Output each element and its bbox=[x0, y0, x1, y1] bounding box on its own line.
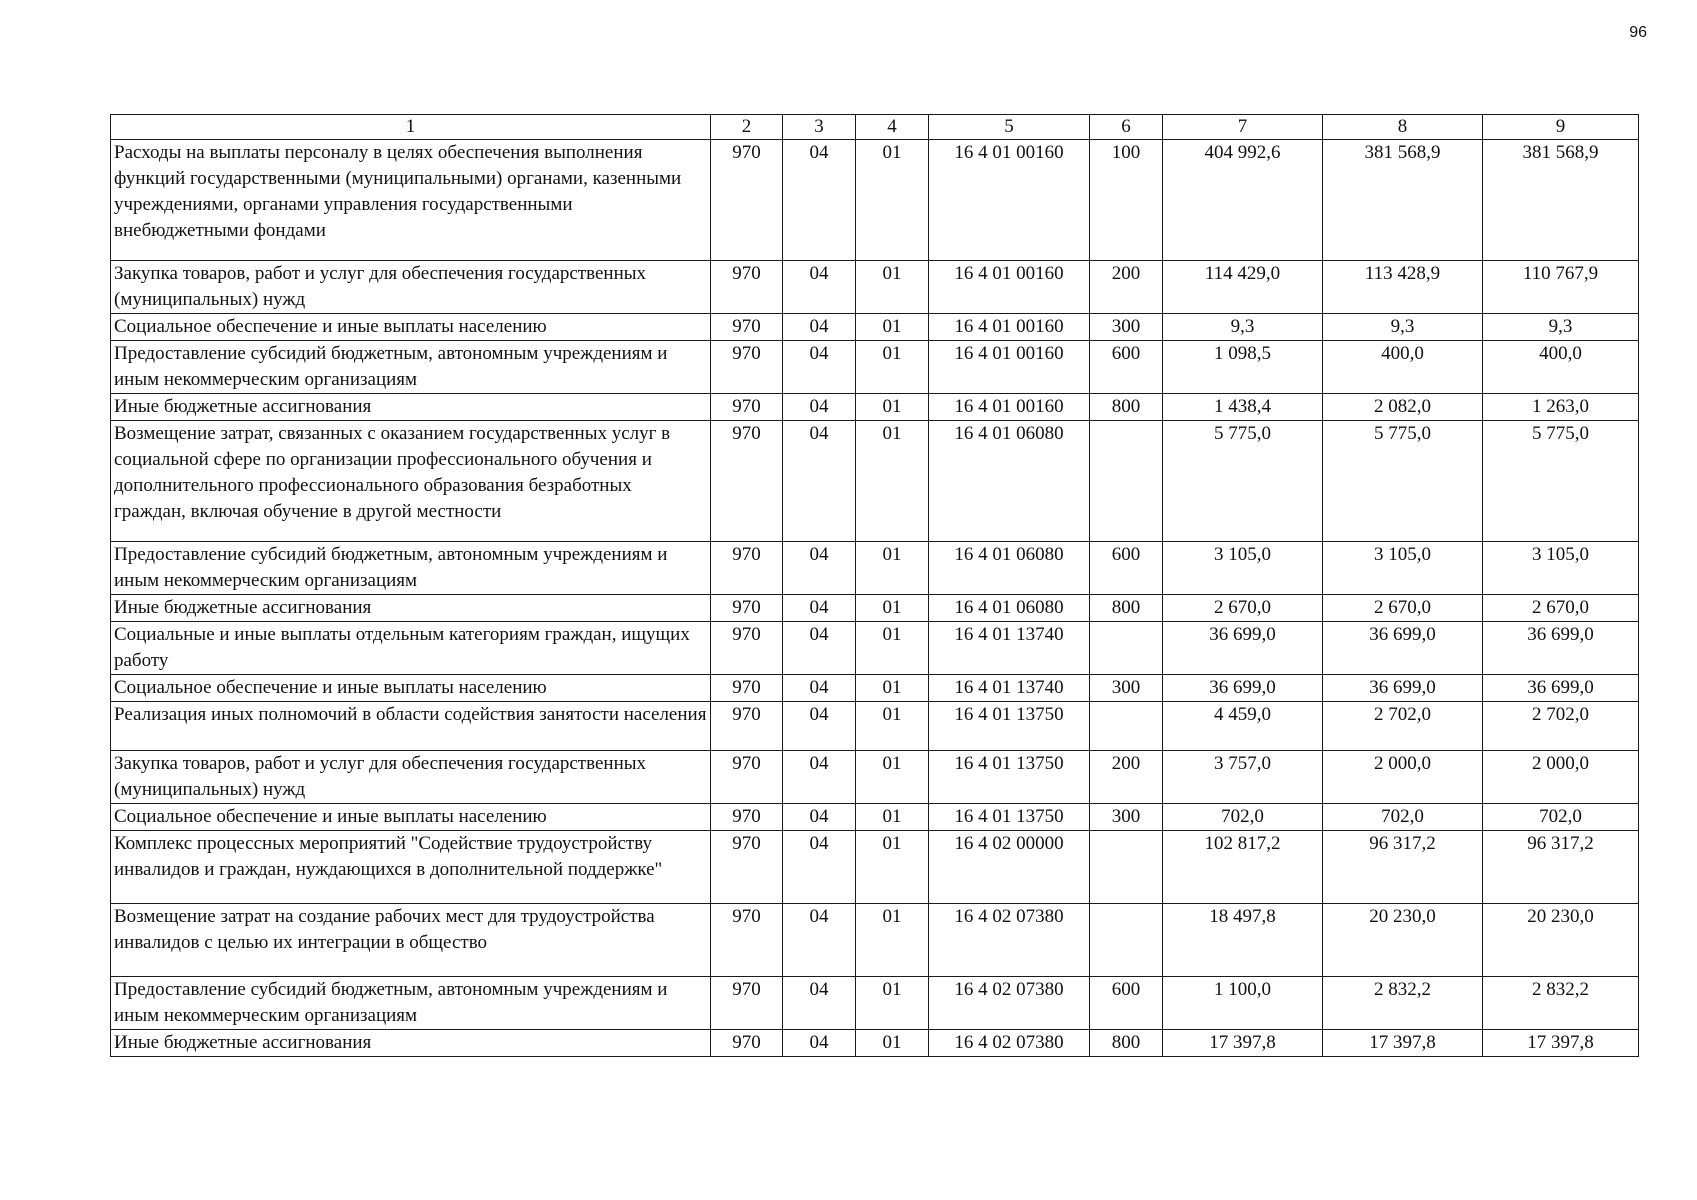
target-article-cell: 16 4 01 13740 bbox=[929, 622, 1090, 675]
subsection-code-cell: 01 bbox=[856, 140, 929, 261]
amount-year-2-cell: 20 230,0 bbox=[1323, 904, 1483, 977]
column-header-6: 6 bbox=[1090, 115, 1163, 140]
item-name-cell: Иные бюджетные ассигнования bbox=[111, 394, 711, 421]
amount-year-3-cell: 20 230,0 bbox=[1483, 904, 1639, 977]
target-article-cell: 16 4 02 07380 bbox=[929, 1030, 1090, 1057]
section-code-cell: 04 bbox=[783, 595, 856, 622]
ministry-code-cell: 970 bbox=[711, 341, 783, 394]
table-row bbox=[111, 341, 1639, 394]
amount-year-1-cell: 17 397,8 bbox=[1163, 1030, 1323, 1057]
column-header-7: 7 bbox=[1163, 115, 1323, 140]
section-code-cell: 04 bbox=[783, 977, 856, 1030]
amount-year-2-cell: 381 568,9 bbox=[1323, 140, 1483, 261]
table-row bbox=[111, 904, 1639, 977]
ministry-code-cell: 970 bbox=[711, 622, 783, 675]
target-article-cell: 16 4 01 00160 bbox=[929, 261, 1090, 314]
section-code-cell: 04 bbox=[783, 804, 856, 831]
header-row bbox=[111, 115, 1639, 140]
amount-year-1-cell: 114 429,0 bbox=[1163, 261, 1323, 314]
amount-year-1-cell: 1 438,4 bbox=[1163, 394, 1323, 421]
expense-type-cell: 300 bbox=[1090, 675, 1163, 702]
column-header-8: 8 bbox=[1323, 115, 1483, 140]
amount-year-3-cell: 702,0 bbox=[1483, 804, 1639, 831]
column-header-4: 4 bbox=[856, 115, 929, 140]
target-article-cell: 16 4 01 00160 bbox=[929, 314, 1090, 341]
column-header-2: 2 bbox=[711, 115, 783, 140]
subsection-code-cell: 01 bbox=[856, 595, 929, 622]
budget-table bbox=[110, 114, 1639, 1057]
amount-year-2-cell: 3 105,0 bbox=[1323, 542, 1483, 595]
amount-year-1-cell: 9,3 bbox=[1163, 314, 1323, 341]
ministry-code-cell: 970 bbox=[711, 904, 783, 977]
expense-type-cell: 300 bbox=[1090, 314, 1163, 341]
amount-year-3-cell: 5 775,0 bbox=[1483, 421, 1639, 542]
ministry-code-cell: 970 bbox=[711, 140, 783, 261]
section-code-cell: 04 bbox=[783, 831, 856, 904]
subsection-code-cell: 01 bbox=[856, 977, 929, 1030]
ministry-code-cell: 970 bbox=[711, 314, 783, 341]
subsection-code-cell: 01 bbox=[856, 702, 929, 751]
amount-year-1-cell: 2 670,0 bbox=[1163, 595, 1323, 622]
target-article-cell: 16 4 02 07380 bbox=[929, 904, 1090, 977]
subsection-code-cell: 01 bbox=[856, 314, 929, 341]
section-code-cell: 04 bbox=[783, 341, 856, 394]
item-name-cell: Иные бюджетные ассигнования bbox=[111, 1030, 711, 1057]
amount-year-3-cell: 2 670,0 bbox=[1483, 595, 1639, 622]
subsection-code-cell: 01 bbox=[856, 675, 929, 702]
item-name-cell: Социальное обеспечение и иные выплаты населению bbox=[111, 675, 711, 702]
section-code-cell: 04 bbox=[783, 1030, 856, 1057]
amount-year-2-cell: 2 000,0 bbox=[1323, 751, 1483, 804]
ministry-code-cell: 970 bbox=[711, 977, 783, 1030]
target-article-cell: 16 4 01 13740 bbox=[929, 675, 1090, 702]
expense-type-cell: 600 bbox=[1090, 977, 1163, 1030]
target-article-cell: 16 4 01 13750 bbox=[929, 804, 1090, 831]
target-article-cell: 16 4 01 06080 bbox=[929, 595, 1090, 622]
amount-year-3-cell: 2 000,0 bbox=[1483, 751, 1639, 804]
amount-year-2-cell: 5 775,0 bbox=[1323, 421, 1483, 542]
amount-year-2-cell: 17 397,8 bbox=[1323, 1030, 1483, 1057]
target-article-cell: 16 4 01 00160 bbox=[929, 140, 1090, 261]
amount-year-2-cell: 2 082,0 bbox=[1323, 394, 1483, 421]
amount-year-1-cell: 1 100,0 bbox=[1163, 977, 1323, 1030]
amount-year-1-cell: 702,0 bbox=[1163, 804, 1323, 831]
item-name-cell: Комплекс процессных мероприятий "Содействие трудоустройству инвалидов и граждан, нуждающихся в дополнительной поддержке" bbox=[111, 831, 711, 904]
ministry-code-cell: 970 bbox=[711, 831, 783, 904]
ministry-code-cell: 970 bbox=[711, 1030, 783, 1057]
ministry-code-cell: 970 bbox=[711, 421, 783, 542]
section-code-cell: 04 bbox=[783, 421, 856, 542]
amount-year-1-cell: 404 992,6 bbox=[1163, 140, 1323, 261]
target-article-cell: 16 4 01 00160 bbox=[929, 341, 1090, 394]
amount-year-1-cell: 36 699,0 bbox=[1163, 675, 1323, 702]
amount-year-3-cell: 1 263,0 bbox=[1483, 394, 1639, 421]
expense-type-cell: 200 bbox=[1090, 751, 1163, 804]
section-code-cell: 04 bbox=[783, 140, 856, 261]
item-name-cell: Социальное обеспечение и иные выплаты населению bbox=[111, 804, 711, 831]
expense-type-cell: 800 bbox=[1090, 394, 1163, 421]
table-row bbox=[111, 314, 1639, 341]
amount-year-3-cell: 36 699,0 bbox=[1483, 675, 1639, 702]
section-code-cell: 04 bbox=[783, 622, 856, 675]
table-row bbox=[111, 421, 1639, 542]
item-name-cell: Возмещение затрат на создание рабочих мест для трудоустройства инвалидов с целью их интеграции в общество bbox=[111, 904, 711, 977]
section-code-cell: 04 bbox=[783, 675, 856, 702]
expense-type-cell: 300 bbox=[1090, 804, 1163, 831]
table-row bbox=[111, 702, 1639, 751]
expense-type-cell bbox=[1090, 622, 1163, 675]
target-article-cell: 16 4 01 13750 bbox=[929, 702, 1090, 751]
item-name-cell: Иные бюджетные ассигнования bbox=[111, 595, 711, 622]
table-row bbox=[111, 622, 1639, 675]
amount-year-3-cell: 110 767,9 bbox=[1483, 261, 1639, 314]
item-name-cell: Реализация иных полномочий в области содействия занятости населения bbox=[111, 702, 711, 751]
subsection-code-cell: 01 bbox=[856, 804, 929, 831]
expense-type-cell: 600 bbox=[1090, 542, 1163, 595]
target-article-cell: 16 4 01 00160 bbox=[929, 394, 1090, 421]
amount-year-3-cell: 2 832,2 bbox=[1483, 977, 1639, 1030]
ministry-code-cell: 970 bbox=[711, 702, 783, 751]
table-row bbox=[111, 977, 1639, 1030]
expense-type-cell: 800 bbox=[1090, 595, 1163, 622]
expense-type-cell bbox=[1090, 831, 1163, 904]
table-row bbox=[111, 394, 1639, 421]
column-header-9: 9 bbox=[1483, 115, 1639, 140]
table-row bbox=[111, 1030, 1639, 1057]
table-row bbox=[111, 595, 1639, 622]
item-name-cell: Закупка товаров, работ и услуг для обеспечения государственных (муниципальных) нужд bbox=[111, 261, 711, 314]
subsection-code-cell: 01 bbox=[856, 622, 929, 675]
subsection-code-cell: 01 bbox=[856, 421, 929, 542]
expense-type-cell: 800 bbox=[1090, 1030, 1163, 1057]
target-article-cell: 16 4 01 06080 bbox=[929, 421, 1090, 542]
target-article-cell: 16 4 02 07380 bbox=[929, 977, 1090, 1030]
target-article-cell: 16 4 01 06080 bbox=[929, 542, 1090, 595]
subsection-code-cell: 01 bbox=[856, 542, 929, 595]
amount-year-1-cell: 5 775,0 bbox=[1163, 421, 1323, 542]
column-header-3: 3 bbox=[783, 115, 856, 140]
table-row bbox=[111, 675, 1639, 702]
ministry-code-cell: 970 bbox=[711, 542, 783, 595]
item-name-cell: Социальные и иные выплаты отдельным категориям граждан, ищущих работу bbox=[111, 622, 711, 675]
ministry-code-cell: 970 bbox=[711, 394, 783, 421]
amount-year-1-cell: 102 817,2 bbox=[1163, 831, 1323, 904]
table-row bbox=[111, 542, 1639, 595]
item-name-cell: Предоставление субсидий бюджетным, автономным учреждениям и иным некоммерческим организациям bbox=[111, 542, 711, 595]
target-article-cell: 16 4 02 00000 bbox=[929, 831, 1090, 904]
item-name-cell: Предоставление субсидий бюджетным, автономным учреждениям и иным некоммерческим организациям bbox=[111, 977, 711, 1030]
amount-year-3-cell: 9,3 bbox=[1483, 314, 1639, 341]
amount-year-2-cell: 36 699,0 bbox=[1323, 675, 1483, 702]
expense-type-cell: 100 bbox=[1090, 140, 1163, 261]
amount-year-1-cell: 18 497,8 bbox=[1163, 904, 1323, 977]
section-code-cell: 04 bbox=[783, 904, 856, 977]
amount-year-2-cell: 9,3 bbox=[1323, 314, 1483, 341]
amount-year-2-cell: 2 670,0 bbox=[1323, 595, 1483, 622]
section-code-cell: 04 bbox=[783, 751, 856, 804]
table-body bbox=[111, 140, 1639, 1057]
expense-type-cell bbox=[1090, 421, 1163, 542]
page-number: 96 bbox=[1629, 24, 1647, 41]
subsection-code-cell: 01 bbox=[856, 904, 929, 977]
table-row bbox=[111, 140, 1639, 261]
section-code-cell: 04 bbox=[783, 314, 856, 341]
amount-year-2-cell: 96 317,2 bbox=[1323, 831, 1483, 904]
ministry-code-cell: 970 bbox=[711, 804, 783, 831]
item-name-cell: Расходы на выплаты персоналу в целях обеспечения выполнения функций государственными (муниципальными) органами, казенными учреждениями, органами управления государственными внебюджетными фондами bbox=[111, 140, 711, 261]
expense-type-cell bbox=[1090, 904, 1163, 977]
amount-year-2-cell: 400,0 bbox=[1323, 341, 1483, 394]
amount-year-2-cell: 702,0 bbox=[1323, 804, 1483, 831]
section-code-cell: 04 bbox=[783, 261, 856, 314]
ministry-code-cell: 970 bbox=[711, 751, 783, 804]
table-row bbox=[111, 751, 1639, 804]
amount-year-1-cell: 3 757,0 bbox=[1163, 751, 1323, 804]
item-name-cell: Закупка товаров, работ и услуг для обеспечения государственных (муниципальных) нужд bbox=[111, 751, 711, 804]
ministry-code-cell: 970 bbox=[711, 675, 783, 702]
column-header-1: 1 bbox=[111, 115, 711, 140]
amount-year-1-cell: 36 699,0 bbox=[1163, 622, 1323, 675]
item-name-cell: Социальное обеспечение и иные выплаты населению bbox=[111, 314, 711, 341]
section-code-cell: 04 bbox=[783, 542, 856, 595]
amount-year-3-cell: 400,0 bbox=[1483, 341, 1639, 394]
amount-year-2-cell: 113 428,9 bbox=[1323, 261, 1483, 314]
item-name-cell: Возмещение затрат, связанных с оказанием государственных услуг в социальной сфере по организации профессионального обучения и дополнительного профессионального образования безработных граждан, включая обучение в другой местности bbox=[111, 421, 711, 542]
amount-year-3-cell: 381 568,9 bbox=[1483, 140, 1639, 261]
amount-year-3-cell: 2 702,0 bbox=[1483, 702, 1639, 751]
amount-year-2-cell: 2 702,0 bbox=[1323, 702, 1483, 751]
section-code-cell: 04 bbox=[783, 702, 856, 751]
table-row bbox=[111, 261, 1639, 314]
subsection-code-cell: 01 bbox=[856, 261, 929, 314]
ministry-code-cell: 970 bbox=[711, 261, 783, 314]
table-header bbox=[111, 115, 1639, 140]
expense-type-cell: 200 bbox=[1090, 261, 1163, 314]
subsection-code-cell: 01 bbox=[856, 394, 929, 421]
item-name-cell: Предоставление субсидий бюджетным, автономным учреждениям и иным некоммерческим организациям bbox=[111, 341, 711, 394]
table-row bbox=[111, 831, 1639, 904]
amount-year-3-cell: 36 699,0 bbox=[1483, 622, 1639, 675]
column-header-5: 5 bbox=[929, 115, 1090, 140]
amount-year-1-cell: 1 098,5 bbox=[1163, 341, 1323, 394]
subsection-code-cell: 01 bbox=[856, 341, 929, 394]
amount-year-1-cell: 4 459,0 bbox=[1163, 702, 1323, 751]
amount-year-3-cell: 96 317,2 bbox=[1483, 831, 1639, 904]
amount-year-2-cell: 2 832,2 bbox=[1323, 977, 1483, 1030]
subsection-code-cell: 01 bbox=[856, 831, 929, 904]
amount-year-3-cell: 17 397,8 bbox=[1483, 1030, 1639, 1057]
table-row bbox=[111, 804, 1639, 831]
subsection-code-cell: 01 bbox=[856, 751, 929, 804]
amount-year-3-cell: 3 105,0 bbox=[1483, 542, 1639, 595]
section-code-cell: 04 bbox=[783, 394, 856, 421]
expense-type-cell: 600 bbox=[1090, 341, 1163, 394]
expense-type-cell bbox=[1090, 702, 1163, 751]
amount-year-2-cell: 36 699,0 bbox=[1323, 622, 1483, 675]
target-article-cell: 16 4 01 13750 bbox=[929, 751, 1090, 804]
subsection-code-cell: 01 bbox=[856, 1030, 929, 1057]
ministry-code-cell: 970 bbox=[711, 595, 783, 622]
amount-year-1-cell: 3 105,0 bbox=[1163, 542, 1323, 595]
